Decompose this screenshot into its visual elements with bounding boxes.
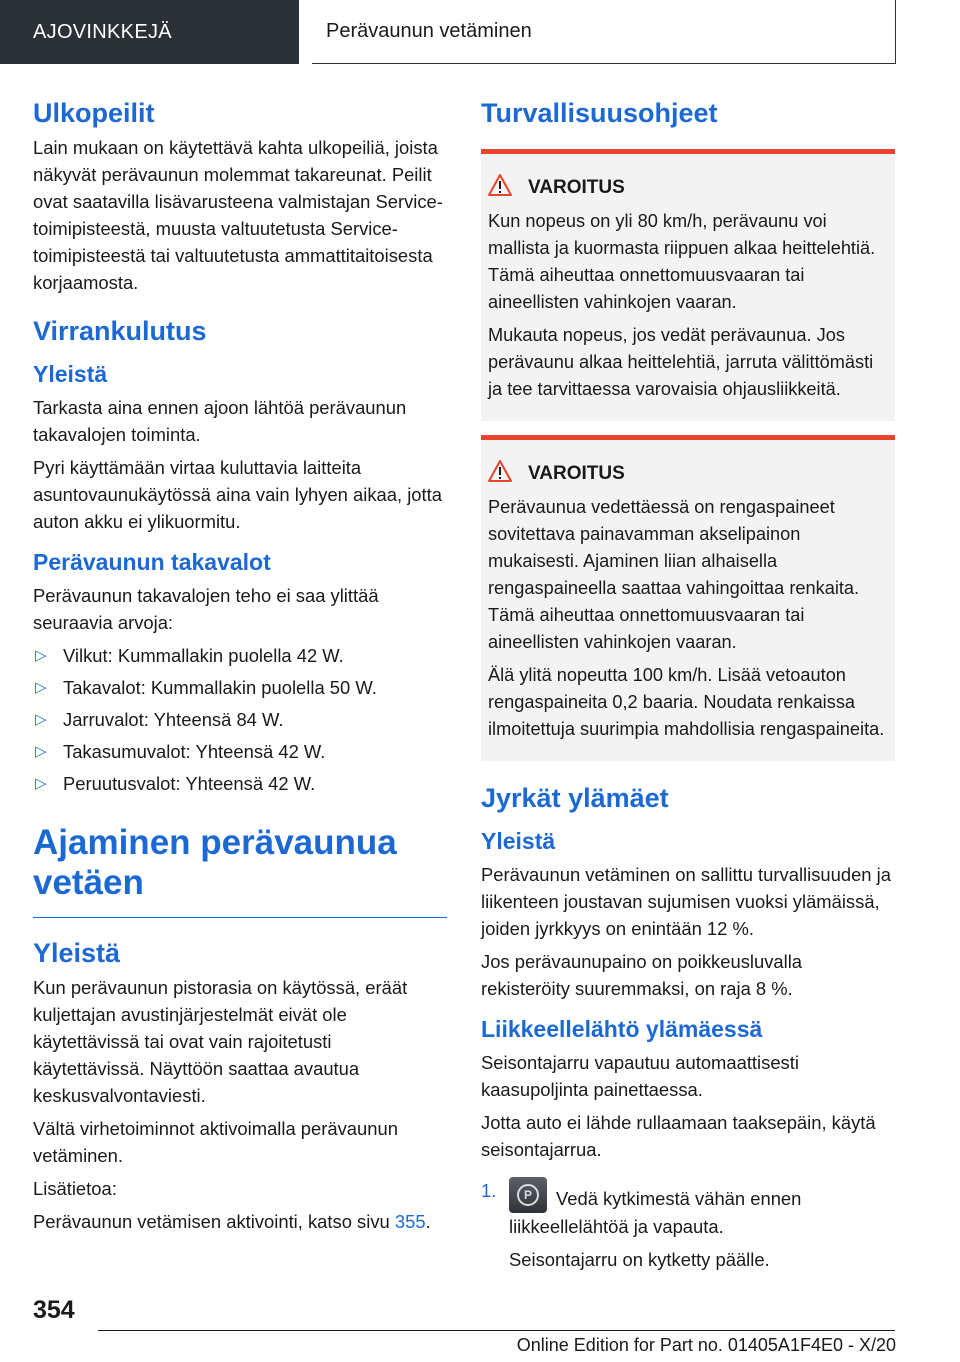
step-content: [509, 1177, 895, 1273]
paragraph-liikkeelle-2: Jotta auto ei lähde rullaamaan taaksepäin, käytä seisontajarrua.: [481, 1112, 876, 1160]
step-text: Vedä kytkimestä vähän ennen liikkeellelähtöä ja vapauta.: [509, 1188, 802, 1237]
paragraph-yleista-2: Pyri käyttämään virtaa kuluttavia laitteita asuntovaunukäytössä aina vain lyhyen aikaa, jotta auton akku ei ylikuormitu.: [33, 457, 442, 532]
heading-jyrkat-ylamaet: Jyrkät ylämäet: [481, 783, 669, 813]
right-column: [481, 98, 895, 1273]
list-item: [33, 674, 447, 701]
warning-box-1: [481, 149, 895, 421]
warning-1-text-1: Kun nopeus on yli 80 km/h, perävaunu voi mallista ja kuormasta riippuen alkaa heittelehtiä. Tämä aiheuttaa onnettomuusvaaran tai aineellisten vahinkojen vaaran.: [488, 211, 876, 312]
heading-ulkopeilit: Ulkopeilit: [33, 98, 155, 128]
step-number: 1.: [481, 1180, 497, 1201]
warning-header: [488, 174, 886, 202]
page-number: 354: [33, 1296, 75, 1324]
chapter-tab: [0, 0, 299, 64]
list-item-text: Takasumuvalot: Yhteensä 42 W.: [63, 741, 326, 762]
list-item: [33, 770, 447, 797]
paragraph-ulkopeilit: Lain mukaan on käytettävä kahta ulkopeiliä, joista näkyvät perävaunun molemmat takareunat. Peilit ovat saatavilla lisävarusteena valmistajan Service-toimipisteestä, muusta valtuutetusta Service-toimipisteestä tai valtuutetusta ammattitaitoisesta korjaamosta.: [33, 137, 443, 293]
bullet-arrow-icon: ▷: [35, 711, 47, 728]
paragraph-yleista3-1: Perävaunun vetäminen on sallittu turvallisuuden ja liikenteen joustavan sujumisen vuoksi ylämäissä, joiden jyrkkyys on enintään 12 %.: [481, 864, 891, 939]
bullet-list: [33, 642, 447, 797]
bullet-arrow-icon: ▷: [35, 743, 47, 760]
warning-label: VAROITUS: [528, 463, 625, 484]
footer-edition: Online Edition for Part no. 01405A1F4E0 - X/20: [516, 1335, 896, 1355]
list-item: [33, 706, 447, 733]
heading-yleista-2: Yleistä: [33, 938, 121, 968]
bullet-arrow-icon: ▷: [35, 679, 47, 696]
list-item-text: Vilkut: Kummallakin puolella 42 W.: [63, 645, 344, 666]
warning-1-text-2: Mukauta nopeus, jos vedät perävaunua. Jos perävaunu alkaa heittelehtiä, jarruta välittömästi ja tee tarvittaessa varovaisia ohjausliikkeitä.: [488, 325, 874, 399]
step-note: Seisontajarru on kytketty päälle.: [509, 1249, 770, 1270]
paragraph-yleista2-1: Kun perävaunun pistorasia on käytössä, eräät kuljettajan avustinjärjestelmät eivät ole käytettävissä tai ovat vain rajoitetusti käytettävissä. Näyttöön saattaa avautua keskusvalvontaviesti.: [33, 977, 408, 1106]
warning-label: VAROITUS: [528, 177, 625, 198]
paragraph-yleista3-2: Jos perävaunupaino on poikkeusluvalla rekisteröity suuremmaksi, on raja 8 %.: [481, 951, 803, 999]
heading-takavalot: Perävaunun takavalot: [33, 549, 271, 575]
heading-turvallisuusohjeet: Turvallisuusohjeet: [481, 98, 718, 128]
paragraph-takavalot: Perävaunun takavalojen teho ei saa ylittää seuraavia arvoja:: [33, 585, 379, 633]
section-divider: [33, 917, 447, 918]
paragraph-reference: [33, 1208, 447, 1235]
warning-triangle-icon: [488, 460, 528, 488]
list-item-text: Takavalot: Kummallakin puolella 50 W.: [63, 677, 377, 698]
paragraph-yleista-1: Tarkasta aina ennen ajoon lähtöä perävaunun takavalojen toiminta.: [33, 397, 407, 445]
paragraph-yleista2-2: Vältä virhetoiminnot aktivoimalla perävaunun vetäminen.: [33, 1118, 398, 1166]
reference-end: .: [425, 1211, 431, 1232]
step-1: [481, 1177, 895, 1273]
heading-yleista: Yleistä: [33, 361, 108, 387]
paragraph-lisatietoa: Lisätietoa:: [33, 1178, 117, 1199]
heading-ajaminen: Ajaminen perävaunua vetäen: [33, 823, 397, 902]
warning-triangle-icon: [488, 174, 528, 202]
list-item-text: Jarruvalot: Yhteensä 84 W.: [63, 709, 284, 730]
bullet-arrow-icon: ▷: [35, 775, 47, 792]
footer-divider: [98, 1330, 895, 1331]
heading-virrankulutus: Virrankulutus: [33, 316, 207, 346]
bullet-arrow-icon: ▷: [35, 647, 47, 664]
warning-2-text-1: Perävaunua vedettäessä on rengaspaineet sovitettava painavamman akselipainon mukaisesti. Ajaminen liian alhaisella rengaspaineella saattaa vahingoittaa renkaita. Tämä aiheuttaa onnettomuusvaaran tai aineellisten vahinkojen vaaran.: [488, 497, 860, 652]
list-item: [33, 738, 447, 765]
heading-liikkeellelahto: Liikkeellelähtö ylämäessä: [481, 1016, 763, 1042]
reference-text: Perävaunun vetämisen aktivointi, katso sivu: [33, 1211, 395, 1232]
paragraph-liikkeelle-1: Seisontajarru vapautuu automaattisesti kaasupoljinta painettaessa.: [481, 1052, 799, 1100]
heading-yleista-3: Yleistä: [481, 828, 556, 854]
page-header: [312, 0, 896, 64]
warning-header: [488, 460, 886, 488]
page-link-355[interactable]: 355: [394, 1211, 426, 1232]
page-header-title: Perävaunun vetäminen: [326, 20, 532, 42]
warning-box-2: [481, 435, 895, 761]
parking-brake-icon: [509, 1177, 547, 1213]
list-item: [33, 642, 447, 669]
chapter-label: AJOVINKKEJÄ: [33, 20, 172, 43]
warning-2-text-2: Älä ylitä nopeutta 100 km/h. Lisää vetoauton rengaspaineita 0,2 baaria. Noudata renkaissa ilmoitettuja suurimpia mahdollisia rengaspaineita.: [488, 665, 885, 739]
parking-brake-glyph: P: [517, 1184, 539, 1206]
step-instruction: [509, 1177, 895, 1240]
list-item-text: Peruutusvalot: Yhteensä 42 W.: [63, 773, 316, 794]
left-column: [33, 98, 447, 1241]
